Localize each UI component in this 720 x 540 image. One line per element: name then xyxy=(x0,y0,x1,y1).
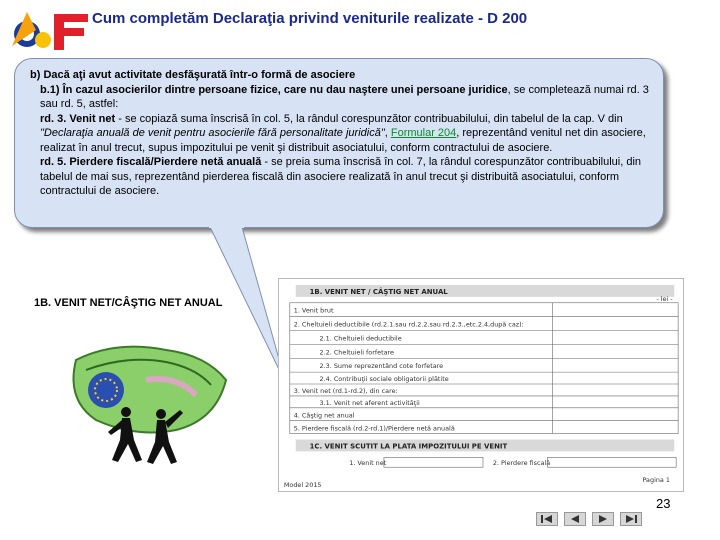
last-slide-icon xyxy=(624,514,638,524)
next-slide-icon xyxy=(596,514,610,524)
previous-slide-icon xyxy=(568,514,582,524)
first-slide-button[interactable] xyxy=(536,512,558,526)
form-row-label: 2.2. Cheltuieli forfetare xyxy=(319,348,394,357)
next-slide-button[interactable] xyxy=(592,512,614,526)
form-row-label: 4. Câştig net anual xyxy=(293,411,355,420)
form-row-label: 2. Cheltuieli deductibile (rd.2.1.sau rd.2.2.sau rd.2.3.,etc.2.4,după caz): xyxy=(293,320,524,329)
anaf-logo xyxy=(10,6,90,52)
callout-text xyxy=(30,68,650,199)
form-row-label: 3.1. Venit net aferent activităţii xyxy=(319,398,420,407)
form-screenshot xyxy=(278,278,684,492)
formular-204-link[interactable]: Formular 204 xyxy=(390,127,457,139)
last-slide-button[interactable] xyxy=(620,512,642,526)
header-bar xyxy=(0,0,720,52)
previous-slide-button[interactable] xyxy=(564,512,586,526)
form-row-label: 2.4. Contribuţii sociale obligatorii plătite xyxy=(319,375,449,384)
form-section-label: 1B. VENIT NET/CÂŞTIG NET ANUAL xyxy=(34,297,223,309)
rd3-declaration-name: "Declaraţia anuală de venit pentru asocierile fără personalitate juridică" xyxy=(40,127,385,139)
rd3-text-a: - se copiază suma înscrisă în col. 5, la rândul corespunzător contribuabilului, din tabelul de la cap. V din xyxy=(115,112,623,125)
money-clipart xyxy=(56,320,236,480)
form-section2-field2: 2. Pierdere fiscală xyxy=(492,459,551,468)
form-header: 1B. VENIT NET / CÂŞTIG NET ANUAL xyxy=(309,287,448,296)
form-section2: 1C. VENIT SCUTIT LA PLATA IMPOZITULUI PE VENIT xyxy=(309,442,508,451)
rd3-title: rd. 3. Venit net xyxy=(40,112,116,125)
form-footer-left: Model 2015 xyxy=(283,481,322,490)
rd5-title: rd. 5. Pierdere fiscală/Pierdere netă anuală xyxy=(40,156,262,168)
page-title: Cum completăm Declaraţia privind veniturile realizate - D 200 xyxy=(92,10,528,27)
form-row-label: 1. Venit brut xyxy=(293,306,334,315)
b1-text: , se completează numai rd. 3 sau rd. 5, astfel: xyxy=(40,83,649,110)
rd3-separator: , xyxy=(384,127,391,139)
form-row-label: 3. Venit net (rd.1-rd.2), din care: xyxy=(293,386,398,395)
callout-paragraph-b1 xyxy=(30,83,650,112)
form-row-label: 5. Pierdere fiscală (rd.2-rd.1)/Pierdere netă anuală xyxy=(293,424,455,433)
form-row-label: 2.1. Cheltuieli deductibile xyxy=(319,334,402,343)
form-rows xyxy=(294,307,524,433)
callout-paragraph-rd5 xyxy=(30,155,650,199)
callout-paragraph-rd3 xyxy=(30,112,650,156)
form-row-label: 2.3. Sume reprezentând cote forfetare xyxy=(319,362,444,371)
b1-title: b.1) În cazul asocierilor dintre persoane fizice, care nu dau naştere unei persoane juridice xyxy=(40,83,508,96)
rd3-text-b: , reprezentând venitul net din asociere, realizat în anul trecut, supus impozitului pe venit şi distribuit asociatului, conform contractului de asociere. xyxy=(40,127,646,154)
form-section2-field1: 1. Venit net xyxy=(349,459,387,468)
callout-heading: b) Dacă aţi avut activitate desfăşurată într-o formă de asociere xyxy=(30,69,356,81)
rd5-text: - se preia suma înscrisă în col. 7, la rândul corespunzător contribuabilului, din tabelul de mai sus, reprezentând pierderea fiscală din asociere realizată în anul trecut şi distribuită asociatului, conform contractului de asociere. xyxy=(40,156,642,197)
page-number: 23 xyxy=(656,496,671,511)
slide-navigation xyxy=(536,512,642,526)
form-lei: - lei - xyxy=(656,294,673,303)
form-footer-right: Pagina 1 xyxy=(642,476,670,485)
first-slide-icon xyxy=(540,514,554,524)
